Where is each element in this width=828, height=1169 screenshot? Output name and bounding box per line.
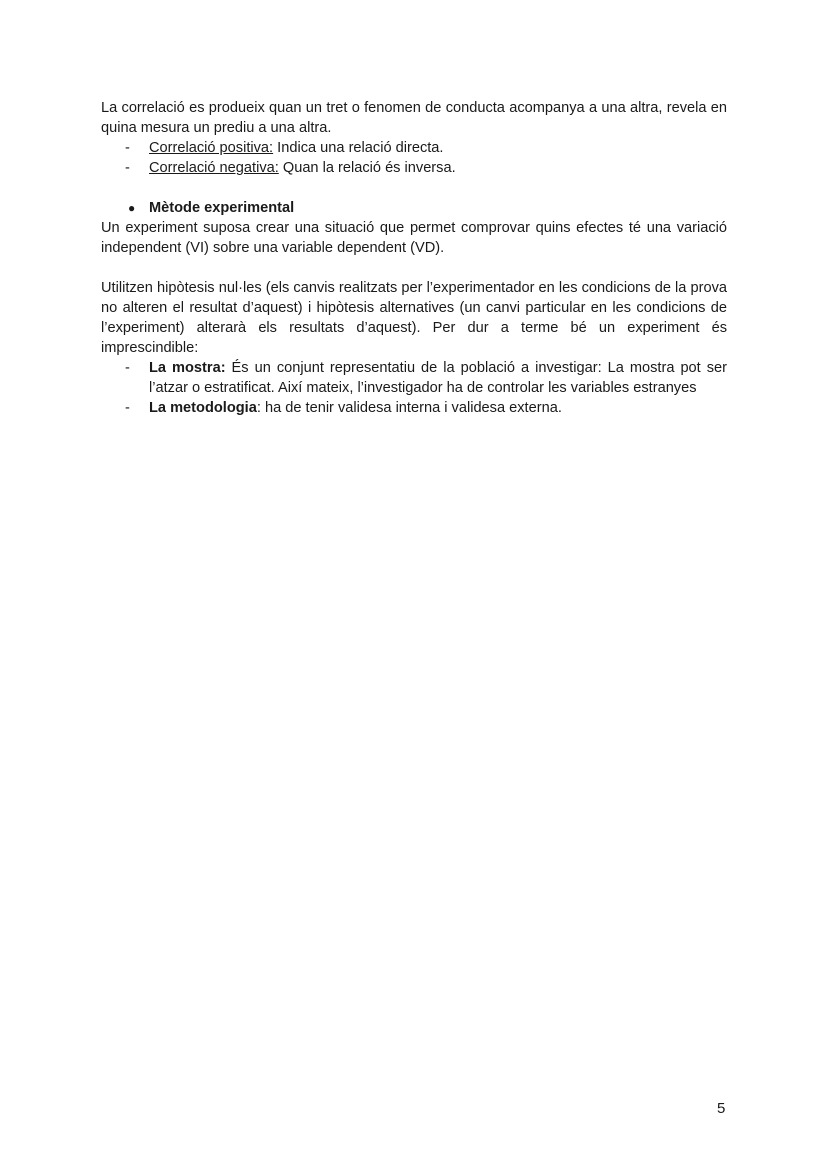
- list-item-negative-correlation: [101, 158, 727, 178]
- bullet-icon: ●: [128, 201, 136, 215]
- experimental-paragraph-1: Un experiment suposa crear una situació que permet comprovar quins efectes té una variació independent (VI) sobre una variable dependent (VD).: [101, 220, 727, 256]
- definition-sample: És un conjunt representatiu de la població a investigar: La mostra pot ser l’atzar o estratificat. Així mateix, l’investigador ha de controlar les variables estranyes: [149, 360, 728, 396]
- page-number: 5: [717, 1100, 726, 1117]
- term-negative-correlation: Correlació negativa:: [149, 160, 279, 176]
- experimental-paragraph-2: Utilitzen hipòtesis nul·les (els canvis realitzats per l’experimentador en les condicions de la prova no alteren el resultat d’aquest) i hipòtesis alternatives (un canvi particular en les condicions de l’experiment) alterarà els resultats d’aquest). Per dur a terme bé un experiment és imprescindible:: [101, 280, 727, 356]
- experimental-list: [101, 358, 727, 418]
- definition-negative-correlation: Quan la relació és inversa.: [278, 160, 456, 176]
- term-sample: La mostra:: [149, 360, 226, 376]
- definition-positive-correlation: Indica una relació directa.: [273, 140, 444, 156]
- spacer: [101, 178, 727, 198]
- document-page: [101, 98, 727, 418]
- list-item-positive-correlation: [101, 138, 727, 158]
- term-positive-correlation: Correlació positiva:: [149, 140, 274, 156]
- list-item-sample: [101, 358, 727, 398]
- list-item-methodology: [101, 398, 727, 418]
- correlation-list: [101, 138, 727, 178]
- correlation-intro: La correlació es produeix quan un tret o fenomen de conducta acompanya a una altra, revela en quina mesura un prediu a una altra.: [101, 100, 727, 136]
- spacer: [101, 258, 727, 278]
- section-heading-experimental: [101, 198, 727, 218]
- heading-text: Mètode experimental: [149, 200, 295, 216]
- definition-methodology: : ha de tenir validesa interna i validesa externa.: [256, 400, 562, 416]
- term-methodology: La metodologia: [149, 400, 257, 416]
